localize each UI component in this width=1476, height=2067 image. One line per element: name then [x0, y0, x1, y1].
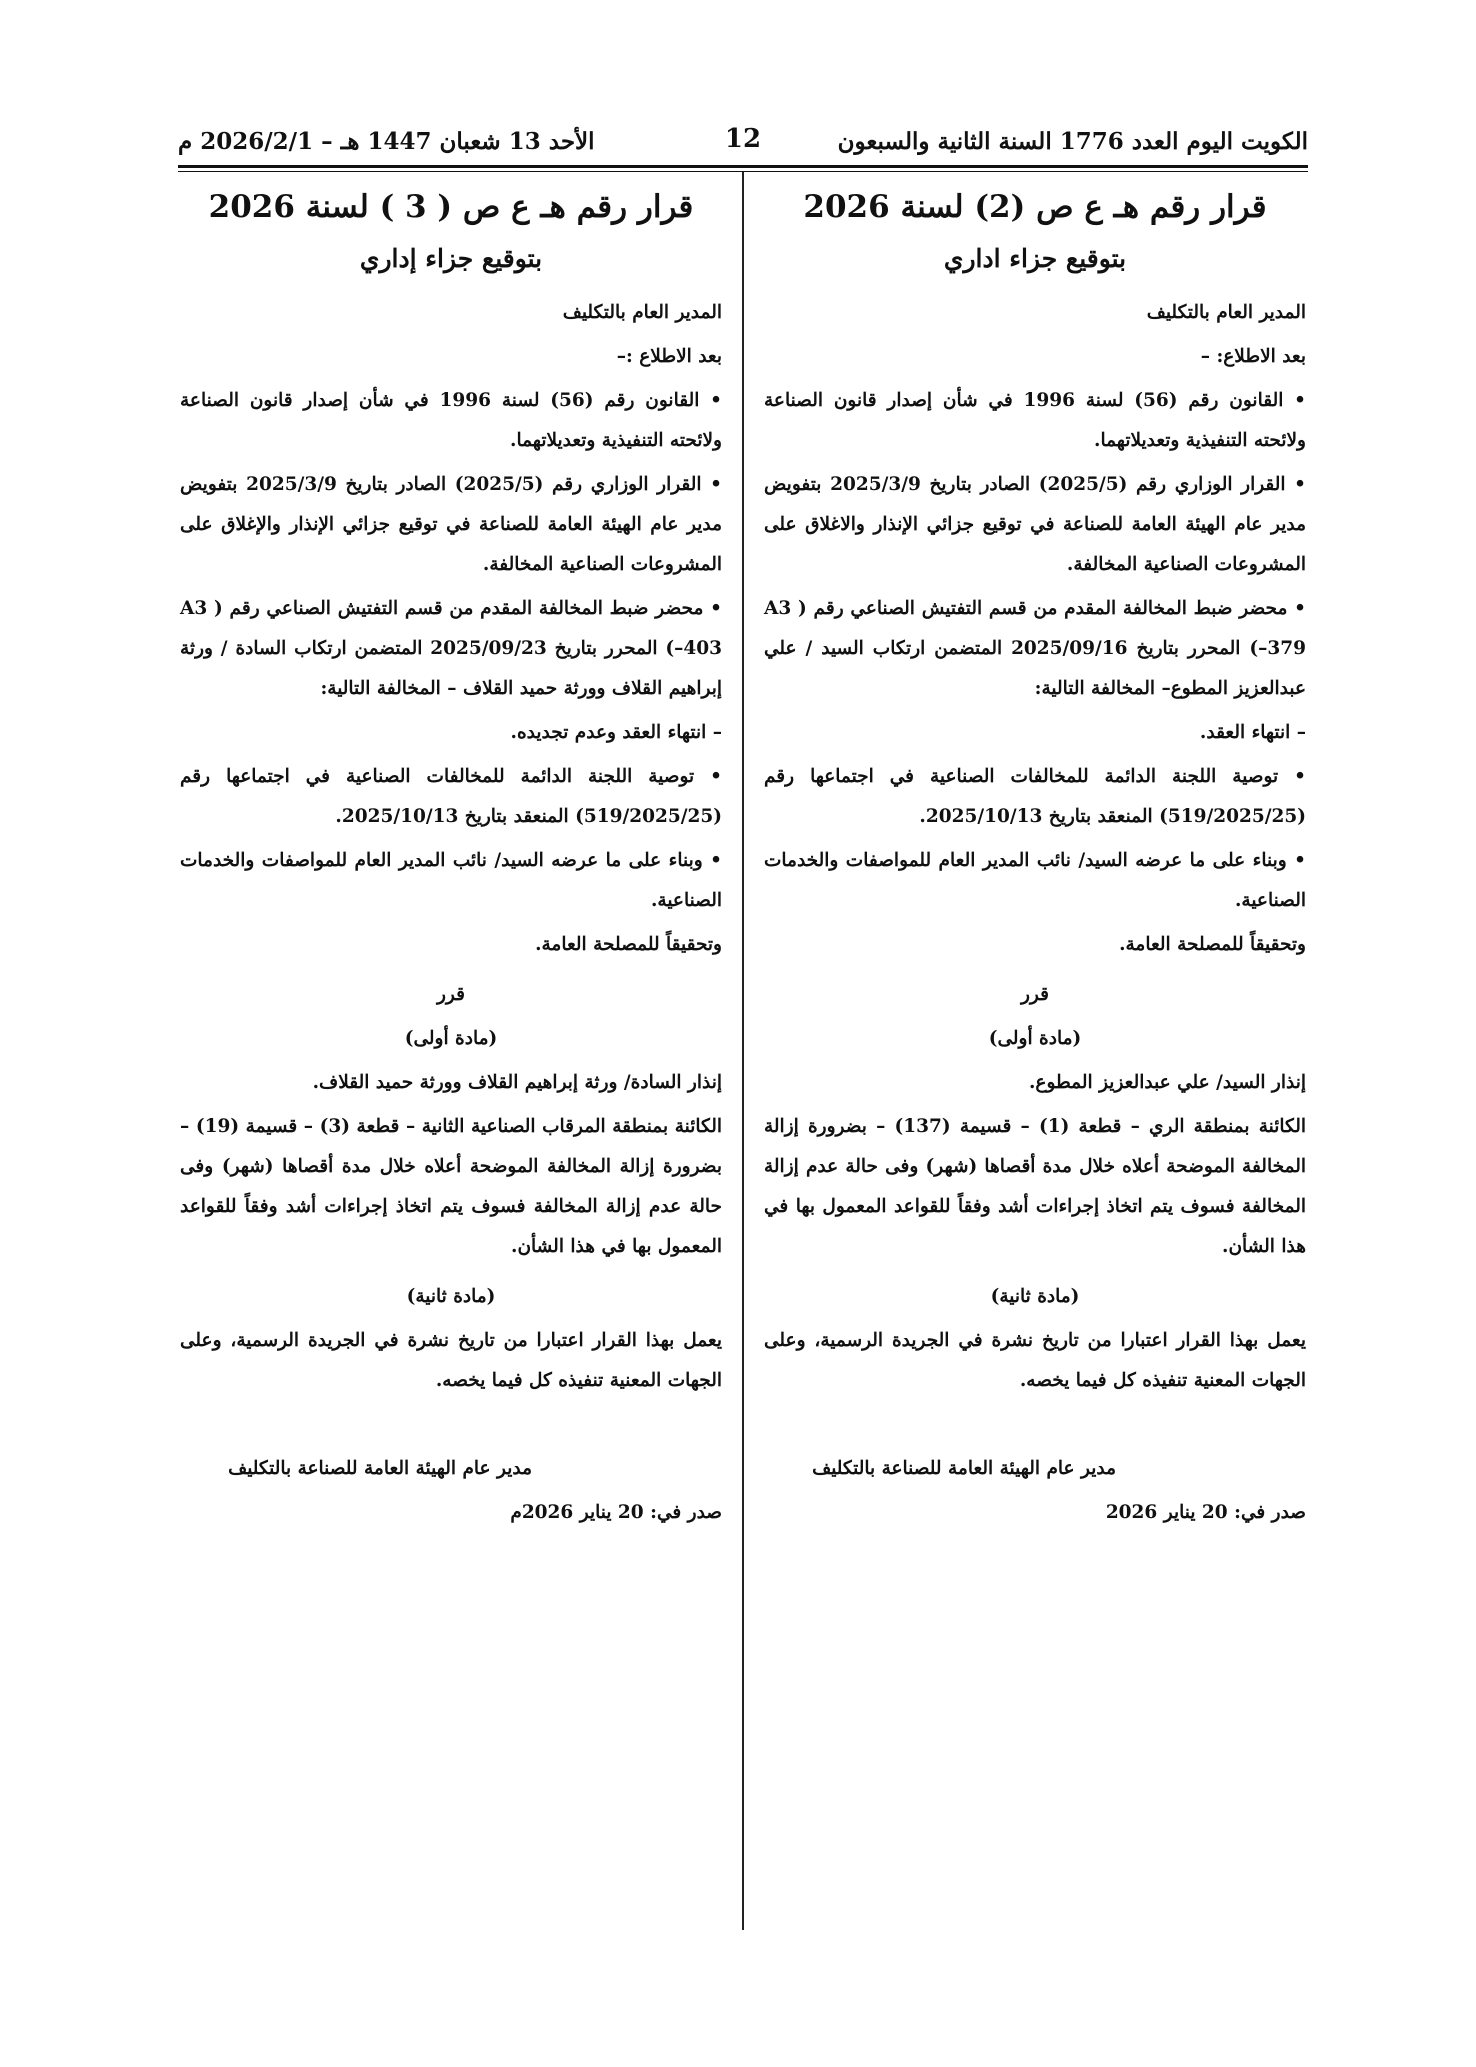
violation-item: – انتهاء العقد. — [1199, 722, 1306, 743]
page-number: 12 — [724, 124, 762, 154]
issue-date: الأحد 13 شعبان 1447 هـ – 2026/2/1 م — [178, 128, 595, 155]
decision-subtitle: بتوقيع جزاء إداري — [359, 244, 543, 273]
article-2-heading: (مادة ثانية) — [990, 1286, 1080, 1307]
article-1-heading: (مادة أولى) — [988, 1028, 1082, 1049]
preamble-point: • القانون رقم (56) لسنة 1996 في شأن إصدار قانون الصناعة ولائحته التنفيذية وتعديلاتهما. — [180, 390, 722, 451]
column-divider — [742, 172, 744, 1930]
public-interest-line: وتحقيقاً للمصلحة العامة. — [1119, 934, 1306, 955]
preamble-point: • محضر ضبط المخالفة المقدم من قسم التفتيش الصناعي رقم ( A3 –403) المحرر بتاريخ 2025/09/23 المتضمن ارتكاب السادة / ورثة إبراهيم القلاف وورثة حميد القلاف – المخالفة التالية: — [180, 598, 722, 699]
signature-line: مدير عام الهيئة العامة للصناعة بالتكليف — [812, 1458, 1116, 1479]
issued-date: صدر في: 20 يناير 2026 — [1105, 1502, 1306, 1523]
signature-line: مدير عام الهيئة العامة للصناعة بالتكليف — [228, 1458, 532, 1479]
preamble-point: • القرار الوزاري رقم (2025/5) الصادر بتاريخ 2025/3/9 بتفويض مدير عام الهيئة العامة للصناعة في توقيع جزائي الإنذار والاغلاق على المشروعات الصناعية المخالفة. — [764, 474, 1306, 575]
header-rule-thick — [178, 165, 1308, 168]
issued-date: صدر في: 20 يناير 2026م — [510, 1502, 722, 1523]
preamble-point: • وبناء على ما عرضه السيد/ نائب المدير العام للمواصفات والخدمات الصناعية. — [764, 850, 1306, 911]
decision-column-3 — [180, 185, 722, 1537]
issuer-line: المدير العام بالتكليف — [1146, 302, 1306, 323]
issuer-line: المدير العام بالتكليف — [562, 302, 722, 323]
article-1-text: الكائنة بمنطقة المرقاب الصناعية الثانية – قطعة (3) – قسيمة (19) – بضرورة إزالة المخالفة الموضحة أعلاه خلال مدة أقصاها (شهر) وفى حالة عدم إزالة المخالفة فسوف يتم اتخاذ إجراءات أشد وفقاً للقواعد المعمول بها في هذا الشأن. — [180, 1116, 722, 1257]
decision-column-2 — [764, 185, 1306, 1537]
preamble-point: • توصية اللجنة الدائمة للمخالفات الصناعية في اجتماعها رقم (519/2025/25) المنعقد بتاريخ 2025/10/13. — [764, 766, 1306, 827]
article-1-text: إنذار السادة/ ورثة إبراهيم القلاف وورثة حميد القلاف. — [312, 1072, 722, 1093]
after-review-line: بعد الاطلاع :– — [616, 346, 722, 367]
article-2-heading: (مادة ثانية) — [406, 1286, 496, 1307]
preamble-point: • القرار الوزاري رقم (2025/5) الصادر بتاريخ 2025/3/9 بتفويض مدير عام الهيئة العامة للصناعة في توقيع جزائي الإنذار والإغلاق على المشروعات الصناعية المخالفة. — [180, 474, 722, 575]
public-interest-line: وتحقيقاً للمصلحة العامة. — [535, 934, 722, 955]
preamble-point: • القانون رقم (56) لسنة 1996 في شأن إصدار قانون الصناعة ولائحته التنفيذية وتعديلاتهما. — [764, 390, 1306, 451]
article-2-text: يعمل بهذا القرار اعتبارا من تاريخ نشرة في الجريدة الرسمية، وعلى الجهات المعنية تنفيذه كل فيما يخصه. — [180, 1330, 722, 1391]
preamble-point: • وبناء على ما عرضه السيد/ نائب المدير العام للمواصفات والخدمات الصناعية. — [180, 850, 722, 911]
article-1-text: إنذار السيد/ علي عبدالعزيز المطوع. — [1028, 1072, 1306, 1093]
decision-subtitle: بتوقيع جزاء اداري — [943, 244, 1127, 273]
article-1-heading: (مادة أولى) — [404, 1028, 498, 1049]
after-review-line: بعد الاطلاع: – — [1200, 346, 1306, 367]
preamble-point: • محضر ضبط المخالفة المقدم من قسم التفتيش الصناعي رقم ( A3 –379) المحرر بتاريخ 2025/09/16 المتضمن ارتكاب السيد / علي عبدالعزيز المطوع– المخالفة التالية: — [764, 598, 1307, 699]
page-header — [178, 120, 1308, 164]
decision-title: قرار رقم هـ ع ص (2) لسنة 2026 — [803, 189, 1267, 225]
decided-heading: قرر — [437, 984, 465, 1005]
violation-item: – انتهاء العقد وعدم تجديده. — [510, 722, 722, 743]
article-2-text: يعمل بهذا القرار اعتبارا من تاريخ نشرة في الجريدة الرسمية، وعلى الجهات المعنية تنفيذه كل فيما يخصه. — [764, 1330, 1306, 1391]
article-1-text: الكائنة بمنطقة الري – قطعة (1) – قسيمة (137) – بضرورة إزالة المخالفة الموضحة أعلاه خلال مدة أقصاها (شهر) وفى حالة عدم إزالة المخالفة فسوف يتم اتخاذ إجراءات أشد وفقاً للقواعد المعمول بها في هذا الشأن. — [764, 1116, 1306, 1257]
decided-heading: قرر — [1021, 984, 1049, 1005]
gazette-issue-info: الكويت اليوم العدد 1776 السنة الثانية والسبعون — [837, 128, 1308, 155]
decision-title: قرار رقم هـ ع ص ( 3 ) لسنة 2026 — [208, 189, 694, 225]
preamble-point: • توصية اللجنة الدائمة للمخالفات الصناعية في اجتماعها رقم (519/2025/25) المنعقد بتاريخ 2025/10/13. — [180, 766, 722, 827]
